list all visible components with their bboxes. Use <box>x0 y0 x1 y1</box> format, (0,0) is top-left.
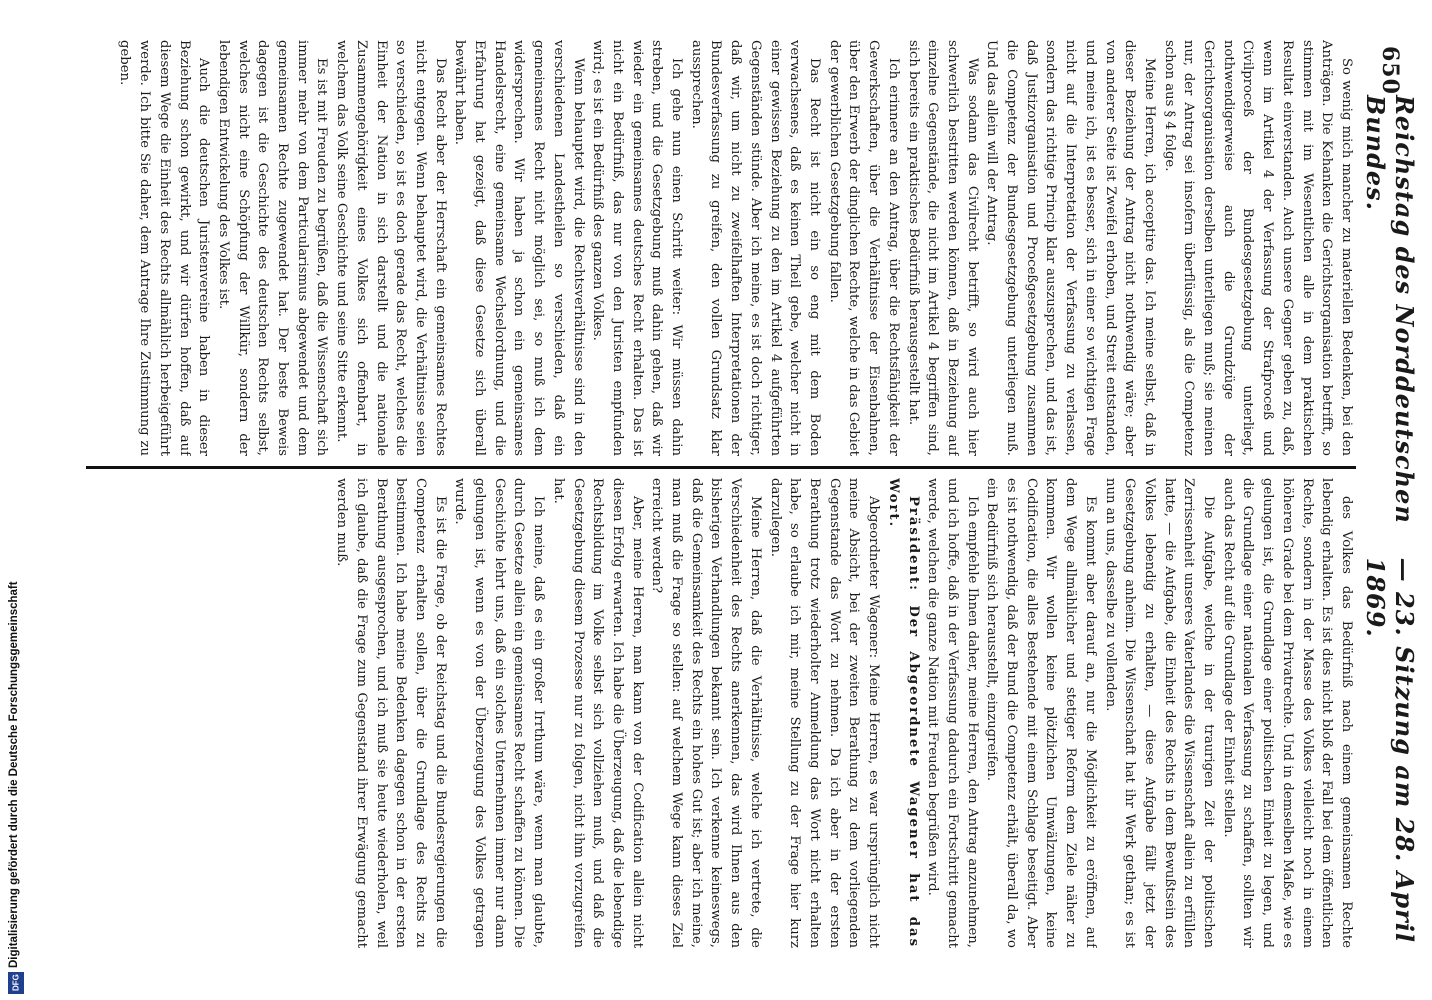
paragraph: Ich erinnere an den Antrag, über die Rechtsfähigkeit der Gewerkschaften, über die Verhältnisse der Eisenbahnen, über den Erwerb der dinglichen Rechte, welche in das Gebiet der gewerblichen Gesetzgebung fallen. <box>826 40 901 456</box>
digitization-credit <box>8 0 24 1000</box>
credit-text: Digitalisierung gefördert durch die Deutsche Forschungsgemeinschaft <box>8 581 20 968</box>
page-header <box>1361 46 1419 954</box>
paragraph: Ich meine, daß es ein großer Irrthum wäre, wenn man glaubte, durch Gesetze allein ein gemeinsames Recht schaffen zu können. Die Geschichte lehrt uns, daß ein solches Unternehmen immer nur dann gelungen ist, wenn es von der Überzeugung des Volkes getragen wurde. <box>452 478 547 948</box>
paragraph: Abgeordneter Wagener: Meine Herren, es war ursprünglich nicht meine Absicht, bei der zweiten Berathung zu dem vorliegenden Gegenstande das Wort zu nehmen. Da ich aber in der ersten Berathung trotz wiederholter Anmeldung das Wort nicht erhalten habe, so erlaube ich mir, meine Stellung zu der Frage hier kurz darzulegen. <box>767 478 882 948</box>
paragraph: So wenig mich mancher zu materiellen Bedenken, bei den Anträgen. Die Kehanken die Gerichtsorganisation betrifft, so stimmen mit im Wesentlichen alle in dem praktischen Resultat einverstanden. Auch unsere Gegner geben zu, daß, wenn im Artikel 4 der Verfassung der Strafproceß und Civilproceß der Bundesgesetzgebung unterliegt, nothwendigerweise auch die Grundzüge der Gerichtsorganisation derselben unterliegen muß; sie meinen nur, der Antrag sei insofern überflüssig, als die Competenz schon aus § 4 folge. <box>1161 40 1354 456</box>
column-divider <box>86 466 1356 469</box>
paragraph: Meine Herren, daß die Verhältnisse, welche ich vertrete, die Verschiedenheit des Rechts anerkennen, das wird Ihnen aus den bisherigen Verhandlungen bekannt sein. Ich verkenne keineswegs, daß die Gemeinsamkeit des Rechts ein hohes Gut ist; aber ich meine, man muß die Frage so stellen: auf welchem Wege kann dieses Ziel erreicht werden? <box>649 478 763 948</box>
paragraph: des Volkes das Bedürfniß nach einem gemeinsamen Rechte lebendig erhalten. Es ist dies nicht bloß der Fall bei dem öffentlichen Rechte, sondern in der Masse des Volkes vielleicht noch in einem höheren Grade bei dem Privatrechte. Und in demselben Maße, wie es gelungen ist, die Grundlage einer politischen Einheit zu legen, und die Grundlage einer nationalen Verfassung zu schaffen, sollten wir auch das Recht auf die Grundlage der Einheit stellen. <box>1220 478 1354 948</box>
page-number: 650 <box>1377 46 1403 95</box>
paragraph: Es ist mit Freuden zu begrüßen, daß die Wissenschaft sich immer mehr von dem Particularismus abgewendet und dem gemeinsamen Rechte zugewendet hat. Der beste Beweis dagegen ist die Geschichte des deutschen Rechts selbst, welches nicht eine Schöpfung der Willkür, sondern der lebendigen Entwickelung des Volkes ist. <box>215 40 330 456</box>
paragraph: Ich gehe nun einen Schritt weiter: Wir müssen dahin streben, und die Gesetzgebung muß dahin gehen, daß wir wieder ein gemeinsames deutsches Recht erhalten. Das ist nicht ein Bedürfniß, das nur von den Juristen empfunden wird; es ist ein Bedürfniß des ganzen Volkes. <box>590 40 685 456</box>
paragraph: Die Aufgabe, welche in der traurigen Zeit der politischen Zerrissenheit unseres Vaterlandes die Wissenschaft allein zu erfüllen hatte, — die Aufgabe, die Einheit des Rechts in dem Bewußtsein des Volkes lebendig zu erhalten, — diese Aufgabe fällt jetzt der Gesetzgebung anheim. Die Wissenschaft hat ihr Werk gethan; es ist nun an uns, dasselbe zu vollenden. <box>1102 478 1217 948</box>
dfg-logo-icon: DFG <box>8 972 24 994</box>
left-text-column <box>86 40 1356 456</box>
paragraph: Es kommt aber darauf an, nur die Möglichkeit zu eröffnen, auf dem Wege allmählicher und stetiger Reform dem Ziele näher zu kommen. Wir wollen keine plötzlichen Umwälzungen, keine Codification, die alles Bestehende mit einem Schlage beseitigt. Aber es ist nothwendig, daß der Bund die Competenz erhält, überall da, wo ein Bedürfniß sich herausstellt, einzugreifen. <box>984 478 1098 948</box>
rotated-newspaper-page <box>74 26 1426 974</box>
paragraph: Das Recht ist nicht ein so eng mit dem Boden verwachsenes, daß es keinen Theil gebe, welcher nicht in einer gewissen Beziehung zu den im Artikel 4 aufgeführten Gegenständen stünde. Aber ich meine, es ist doch richtiger, daß wir, um nicht zu zweifelhaften Interpretationen der Bundesverfassung zu greifen, den vollen Grundsatz klar aussprechen. <box>688 40 823 456</box>
paragraph: Ich empfehle Ihnen daher, meine Herren, den Antrag anzunehmen, und ich hoffe, daß in der Verfassung dadurch ein Fortschritt gemacht werde, welchen die ganze Nation mit Freuden begrüßen wird. <box>925 478 980 948</box>
right-text-column <box>86 478 1356 948</box>
paragraph: Auch die deutschen Juristenvereine haben in dieser Beziehung schon gewirkt, und wir dürfen hoffen, daß auf diesem Wege die Einheit des Rechts allmählich herbeigeführt werde. Ich bitte Sie daher, dem Antrage Ihre Zustimmung zu geben. <box>117 40 212 456</box>
session-date: — 23. Sitzung am 28. April 1869. <box>1361 557 1419 943</box>
paragraph: Wenn behauptet wird, die Rechtsverhältnisse sind in den verschiedenen Landestheilen so verschieden, daß ein gemeinsames Recht nicht möglich sei, so muß ich dem widersprechen. Wir haben ja schon ein gemeinsames Handelsrecht, eine gemeinsame Wechselordnung, und die Erfahrung hat gezeigt, daß diese Gesetze sich überall bewährt haben. <box>452 40 586 456</box>
paragraph: Was sodann das Civilrecht betrifft, so wird auch hier schwerlich bestritten werden können, daß in Beziehung auf einzelne Gegenstände, die nicht im Artikel 4 begriffen sind, sich bereits ein praktisches Bedürfniß herausgestellt hat. <box>905 40 980 456</box>
publication-title: Reichstag des Norddeutschen Bundes. <box>1361 94 1419 524</box>
paragraph: Aber, meine Herren, man kann von der Codification allein nicht diesen Erfolg erwarten. Ich habe die Überzeugung, daß die lebendige Rechtsbildung im Volke selbst sich vollziehen muß, und daß die Gesetzgebung diesem Prozesse nur zu folgen, nicht ihm vorzugreifen hat. <box>550 478 645 948</box>
paragraph: Das Recht aber der Herrschaft ein gemeinsames Rechtes nicht entgegen. Wenn behauptet wird, die Verhältnisse seien so verschieden, so ist es doch gerade das Recht, welches die Einheit der Nation in sich darstellt und die nationale Zusammengehörigkeit eines Volkes sich offenbart, in welchem das Volk seine Geschichte und seine Sitte erkennt. <box>334 40 448 456</box>
paragraph: Präsident: Der Abgeordnete Wagener hat das Wort. <box>885 478 921 948</box>
paragraph: Es ist die Frage, ob der Reichstag und die Bundesregierungen die Competenz erhalten sollen, über die Grundlage des Rechts zu bestimmen. Ich habe meine Bedenken dagegen schon in der ersten Berathung ausgesprochen, und ich muß sie heute wiederholen, weil ich glaube, daß die Frage zum Gegenstand ihrer Erwägung gemacht werden muß. <box>334 478 448 948</box>
paragraph: Meine Herren, ich acceptire das. Ich meine selbst, daß in dieser Beziehung der Antrag nicht nothwendig wäre; aber von anderer Seite ist Zweifel erhoben, und Streit entstanden, und meine ich, ist es besser, sich in einer so wichtigen Frage nicht auf die Interpretation der Verfassung zu verlassen, sondern das richtige Princip klar auszusprechen, und das ist, daß Justizorganisation und Proceßgesetzgebung zusammen die Competenz der Bundesgesetzgebung unterliegen muß. Und das allein will der Antrag. <box>984 40 1157 456</box>
